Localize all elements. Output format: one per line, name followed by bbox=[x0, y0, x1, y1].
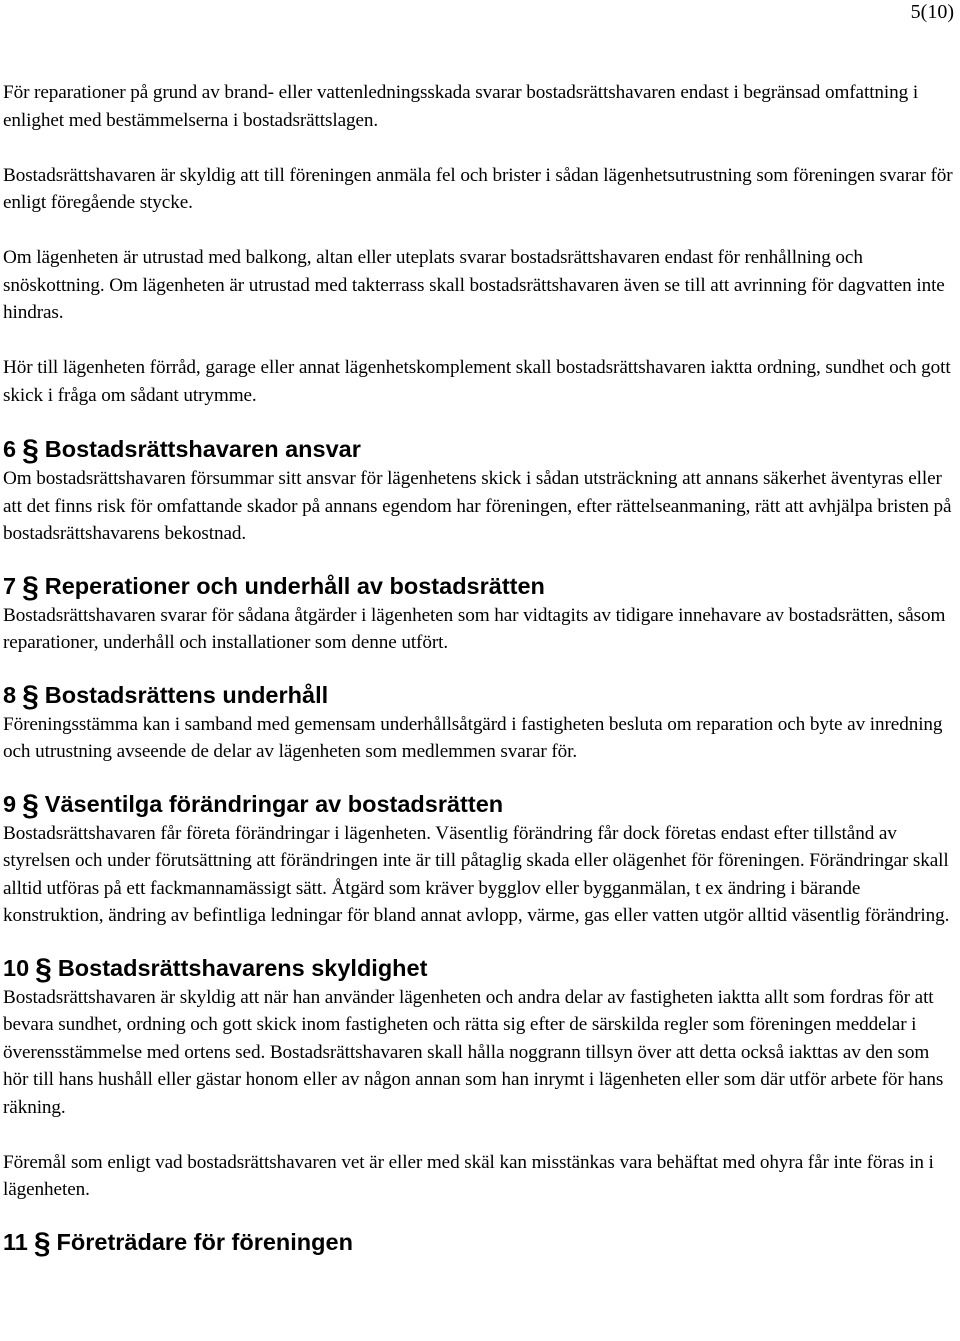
section-mark: § bbox=[33, 1226, 51, 1260]
section-8 bbox=[3, 679, 958, 766]
section-number: 10 bbox=[3, 954, 30, 981]
section-number: 9 bbox=[3, 790, 17, 817]
section-number: 7 bbox=[3, 572, 17, 599]
intro-block bbox=[3, 79, 958, 409]
section-mark: § bbox=[22, 570, 39, 604]
section-mark: § bbox=[35, 952, 52, 986]
section-9 bbox=[3, 788, 958, 930]
paragraph: Hör till lägenheten förråd, garage eller annat lägenhetskomplement skall bostadsrättshavaren iaktta ordning, sundhet och gott skick i fråga om sådant utrymme. bbox=[3, 357, 951, 406]
paragraph: Bostadsrättshavaren är skyldig att när han använder lägenheten och andra delar av fastigheten iaktta allt som fordras för att bevara sundhet, ordning och gott skick inom fastigheten och rätta sig efter de särskilda regler som föreningen meddelar i överensstämmelse med ortens sed. Bostadsrättshavaren skall hålla noggrann tillsyn över att detta också iakttas av den som hör till hans hushåll eller gästar honom eller av någon annan som han inrymt i lägenheten eller som där utför arbete för hans räkning. bbox=[3, 986, 944, 1118]
section-10 bbox=[3, 952, 958, 1204]
paragraph: Bostadsrättshavaren får företa förändringar i lägenheten. Väsentlig förändring får dock företas endast efter tillstånd av styrelsen och under förutsättning att förändringen inte är till påtaglig skada eller olägenhet för föreningen. Förändringar skall alltid utföras på ett fackmannamässigt sätt. Åtgärd som kräver bygglov eller bygganmälan, t ex ändring i bärande konstruktion, ändring av befintliga ledningar för bland annat avlopp, värme, gas eller vatten utgör alltid väsentlig förändring. bbox=[3, 822, 950, 926]
section-7 bbox=[3, 570, 958, 657]
section-number: 11 bbox=[3, 1228, 28, 1255]
section-heading bbox=[3, 788, 958, 820]
section-heading bbox=[3, 570, 958, 602]
paragraph: Om bostadsrättshavaren försummar sitt ansvar för lägenhetens skick i sådan utsträckning att annans säkerhet äventyras eller att det finns risk för omfattande skador på annans egendom har föreningen, efter rättelseanmaning, rätt att avhjälpa bristen på bostadsrättshavarens bekostnad. bbox=[3, 468, 952, 544]
section-title: Bostadsrättshavaren ansvar bbox=[44, 436, 361, 462]
paragraph: För reparationer på grund av brand- eller vattenledningsskada svarar bostadsrättshavaren endast i begränsad omfattning i enlighet med bestämmelserna i bostadsrättslagen. bbox=[3, 82, 919, 131]
section-title: Bostadsrättens underhåll bbox=[44, 681, 329, 708]
section-mark: § bbox=[22, 788, 39, 822]
section-title: Bostadsrättshavarens skyldighet bbox=[57, 954, 428, 981]
section-6 bbox=[3, 433, 958, 548]
document-body bbox=[3, 79, 958, 1258]
paragraph: Bostadsrättshavaren svarar för sådana åtgärder i lägenheten som har vidtagits av tidigare innehavare av bostadsrätten, såsom reparationer, underhåll och installationer som denne utfört. bbox=[3, 604, 946, 653]
paragraph: Bostadsrättshavaren är skyldig att till föreningen anmäla fel och brister i sådan lägenhetsutrustning som föreningen svarar för enligt föregående stycke. bbox=[3, 164, 953, 213]
section-mark: § bbox=[22, 679, 39, 713]
section-heading bbox=[3, 433, 958, 465]
section-heading bbox=[3, 1226, 958, 1258]
section-heading bbox=[3, 952, 958, 984]
section-title: Reperationer och underhåll av bostadsrätten bbox=[44, 572, 545, 599]
paragraph: Om lägenheten är utrustad med balkong, altan eller uteplats svarar bostadsrättshavaren endast för renhållning och snöskottning. Om lägenheten är utrustad med takterrass skall bostadsrättshavaren även se till att avrinning för dagvatten inte hindras. bbox=[3, 247, 945, 323]
section-number: 6 bbox=[3, 436, 17, 462]
section-heading bbox=[3, 679, 958, 711]
section-mark: § bbox=[22, 434, 39, 467]
paragraph: Föremål som enligt vad bostadsrättshavaren vet är eller med skäl kan misstänkas vara behäftat med ohyra får inte föras in i lägenheten. bbox=[3, 1151, 934, 1200]
section-title: Företrädare för föreningen bbox=[56, 1228, 353, 1255]
section-11 bbox=[3, 1226, 958, 1258]
paragraph: Föreningsstämma kan i samband med gemensam underhållsåtgärd i fastigheten besluta om reparation och byte av inredning och utrustning avseende de delar av lägenheten som medlemmen svarar för. bbox=[3, 713, 943, 762]
page-number: 5(10) bbox=[910, 1, 954, 23]
section-number: 8 bbox=[3, 681, 17, 708]
section-title: Väsentilga förändringar av bostadsrätten bbox=[44, 790, 504, 817]
